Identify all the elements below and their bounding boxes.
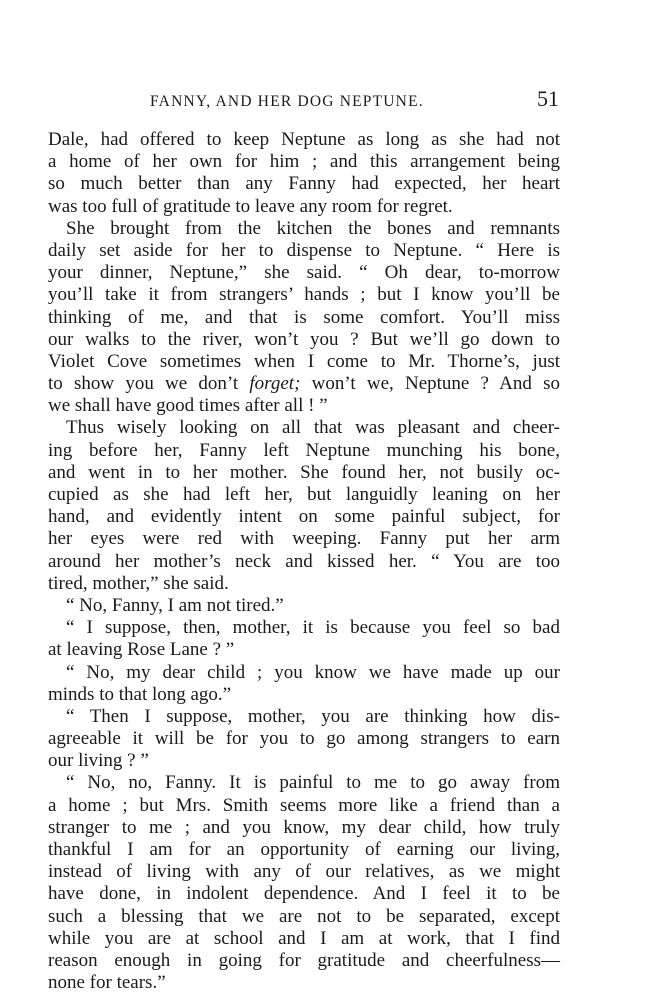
- body-text: [48, 129, 560, 994]
- text-line: none for tears.”: [48, 972, 166, 994]
- text-line: such a blessing that we are not to be separated, except: [48, 905, 560, 927]
- text-line: cupied as she had left her, but languidly leaning on her: [48, 484, 560, 505]
- text-line: have done, in indolent dependence. And I feel it to be: [48, 883, 560, 905]
- text-line: you’ll take it from strangers’ hands ; but I know you’ll be: [48, 284, 560, 306]
- text-line: instead of living with any of our relatives, as we might: [48, 861, 560, 883]
- text-line: your dinner, Neptune,” she said. “ Oh dear, to-morrow: [48, 262, 560, 284]
- page-number: 51: [537, 86, 559, 111]
- text-line: tired, mother,” she said.: [48, 572, 229, 594]
- text-line: to show you we don’t forget; won’t we, Neptune ? And so: [48, 373, 560, 395]
- text-line: our walks to the river, won’t you ? But we’ll go down to: [48, 328, 560, 350]
- text-line: thinking of me, and that is some comfort. You’ll miss: [48, 306, 560, 328]
- text-line: Thus wisely looking on all that was pleasant and cheer-: [66, 417, 560, 439]
- text-line: “ Then I suppose, mother, you are thinking how dis-: [66, 705, 560, 727]
- text-line: “ No, Fanny, I am not tired.”: [66, 594, 284, 616]
- text-line: reason enough in going for gratitude and cheerfulness—: [48, 949, 560, 971]
- text-line: her eyes were red with weeping. Fanny put her arm: [48, 528, 560, 550]
- text-line: hand, and evidently intent on some painful subject, for: [48, 506, 560, 528]
- text-line: stranger to me ; and you know, my dear child, how truly: [48, 816, 560, 838]
- text-line: She brought from the kitchen the bones and remnants: [66, 217, 560, 239]
- text-line: “ I suppose, then, mother, it is because you feel so bad: [66, 617, 560, 639]
- text-line: minds to that long ago.”: [48, 683, 232, 705]
- text-line: was too full of gratitude to leave any room for regret.: [48, 195, 453, 217]
- text-line: thankful I am for an opportunity of earning our living,: [48, 839, 560, 860]
- italic-word: forget;: [249, 373, 301, 395]
- text-line: “ No, no, Fanny. It is painful to me to go away from: [66, 772, 560, 794]
- text-line: a home of her own for him ; and this arrangement being: [48, 151, 560, 173]
- text-line: “ No, my dear child ; you know we have made up our: [66, 661, 560, 683]
- text-line: ing before her, Fanny left Neptune munching his bone,: [48, 439, 560, 461]
- text-line: so much better than any Fanny had expected, her heart: [48, 173, 560, 195]
- text-line: at leaving Rose Lane ? ”: [48, 639, 235, 661]
- text-line: Violet Cove sometimes when I come to Mr. Thorne’s, just: [48, 350, 560, 372]
- text-line: agreeable it will be for you to go among strangers to earn: [48, 728, 560, 750]
- text-line: we shall have good times after all ! ”: [48, 395, 328, 417]
- text-line: daily set aside for her to dispense to Neptune. “ Here is: [48, 239, 560, 261]
- text-line: Dale, had offered to keep Neptune as long as she had not: [48, 129, 560, 150]
- text-line: our living ? ”: [48, 750, 149, 772]
- text-line: a home ; but Mrs. Smith seems more like a friend than a: [48, 794, 560, 816]
- text-line: while you are at school and I am at work, that I find: [48, 927, 560, 949]
- text-line: and went in to her mother. She found her, not busily oc-: [48, 461, 560, 483]
- text-line: around her mother’s neck and kissed her. “ You are too: [48, 550, 560, 572]
- running-head: FANNY, AND HER DOG NEPTUNE.: [150, 93, 424, 110]
